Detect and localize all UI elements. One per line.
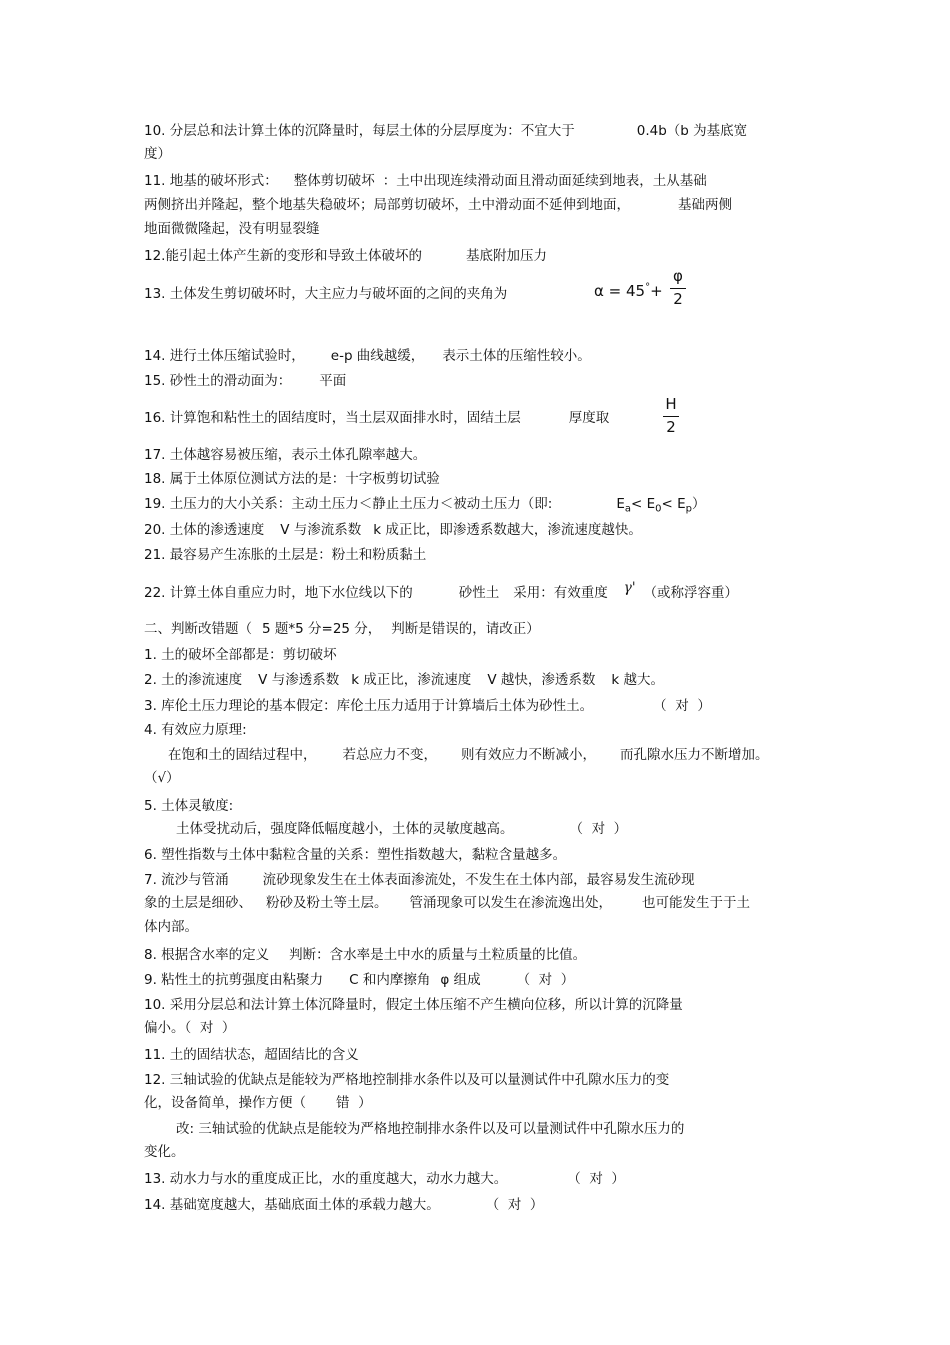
- alpha-symbol: α: [594, 282, 604, 300]
- q22-desc: 采用：有效重度: [513, 585, 608, 601]
- q11-answer: 整体剪切破坏: [293, 173, 375, 189]
- q11-desc-2: 两侧挤出并隆起，整个地基失稳破坏；局部剪切破坏，土中滑动面不延伸到地面，: [144, 197, 630, 213]
- j3-line: [144, 697, 711, 715]
- j12-line2: [144, 1094, 372, 1112]
- q10-line2: [144, 145, 171, 163]
- j14-verdict: （ 对 ）: [485, 1197, 544, 1213]
- q16-text: 16. 计算饱和粘性土的固结度时，当土层双面排水时，固结土层: [144, 410, 521, 426]
- j7-line2: [144, 894, 750, 912]
- j2-text-2: V 与渗透系数: [258, 672, 340, 688]
- j1-line: [144, 646, 337, 664]
- q14-text: 14. 进行土体压缩试验时，: [144, 348, 305, 364]
- j12-correction-2: 变化。: [144, 1144, 185, 1160]
- j9-text: 9. 粘性土的抗剪强度由粘聚力: [144, 972, 324, 988]
- q12-line: [144, 247, 547, 265]
- j4-verdict: （√）: [144, 770, 180, 786]
- fraction-numerator: φ: [673, 267, 683, 285]
- q10-text: 10. 分层总和法计算土体的沉降量时，每层土体的分层厚度为：不宜大于: [144, 123, 575, 139]
- q11-text: 11. 地基的破坏形式：: [144, 173, 278, 189]
- q14-desc: 表示土体的压缩性较小。: [442, 348, 591, 364]
- section-score: 5 题*5 分=25 分，: [262, 621, 382, 637]
- j6-text: 6. 塑性指数与土体中黏粒含量的关系：塑性指数越大，黏粒含量越多。: [144, 847, 567, 863]
- q14-line: [144, 347, 591, 365]
- j3-text: 3. 库伦土压力理论的基本假定：库伦土压力适用于计算墙后土体为砂性土。: [144, 698, 594, 714]
- j4-desc-4: 而孔隙水压力不断增加。: [620, 747, 769, 763]
- j2-text: 2. 土的渗流速度: [144, 672, 243, 688]
- j5-line1: [144, 797, 233, 815]
- j14-line: [144, 1196, 543, 1214]
- j12-correction: 改: 三轴试验的优缺点是能较为严格地控制排水条件以及可以量测试件中孔隙水压力的: [176, 1121, 685, 1137]
- q11-line3: [144, 220, 320, 238]
- j11-line: [144, 1046, 359, 1064]
- j10-text: 10. 采用分层总和法计算土体沉降量时，假定土体压缩不产生横向位移，所以计算的沉降量: [144, 997, 683, 1013]
- j4-desc: 在饱和土的固结过程中，: [168, 747, 317, 763]
- j9-text-3: φ 组成: [440, 972, 481, 988]
- q13-fraction: [670, 268, 686, 308]
- q19-text: 19. 土压力的大小关系：主动土压力＜静止土压力＜被动土压力（即:: [144, 496, 553, 512]
- q11-line2: [144, 196, 732, 214]
- j12-text: 12. 三轴试验的优缺点是能较为严格地控制排水条件以及可以量测试件中孔隙水压力的变: [144, 1072, 670, 1088]
- j4-line1: [144, 721, 247, 739]
- q11-desc-4: 地面微微隆起，没有明显裂缝: [144, 221, 320, 237]
- q16-fraction: [663, 396, 679, 436]
- q15-answer: 平面: [319, 373, 347, 389]
- j12-line1: [144, 1071, 669, 1089]
- j3-verdict: （ 对 ）: [653, 698, 711, 714]
- q20-text-3: k 成正比，即渗透系数越大，渗流速度越快。: [373, 522, 642, 538]
- formula-equals: = 45: [608, 282, 646, 300]
- j14-text: 14. 基础宽度越大，基础底面土体的承载力越大。: [144, 1197, 440, 1213]
- j4-text: 4. 有效应力原理:: [144, 722, 247, 738]
- q22-desc-2: （或称浮容重）: [643, 585, 739, 601]
- j4-line3: [144, 769, 180, 787]
- j11-text: 11. 土的固结状态，超固结比的含义: [144, 1047, 359, 1063]
- j2-text-4: V 越快，渗透系数: [487, 672, 596, 688]
- q13-line: [144, 285, 507, 303]
- q11-line1: [144, 172, 707, 190]
- q21-line: [144, 546, 426, 564]
- q18-text: 18. 属于土体原位测试方法的是：十字板剪切试验: [144, 471, 440, 487]
- j12-verdict: 错 ）: [336, 1095, 372, 1111]
- q20-text-2: V 与渗流系数: [280, 522, 362, 538]
- j7-desc-2: 象的土层是细砂、: [144, 895, 252, 911]
- fraction-bar: [663, 416, 679, 417]
- j4-desc-2: 若总应力不变，: [342, 747, 437, 763]
- q13-formula: [594, 282, 663, 300]
- q15-line: [144, 372, 346, 390]
- fraction-numerator: H: [665, 395, 677, 413]
- j6-line: [144, 846, 566, 864]
- j4-desc-3: 则有效应力不断减小，: [461, 747, 596, 763]
- q20-line: [144, 521, 642, 539]
- fraction-denominator: 2: [673, 290, 683, 308]
- j7-text: 7. 流沙与管涌: [144, 872, 229, 888]
- q13-text: 13. 土体发生剪切破坏时，大主应力与破坏面的之间的夹角为: [144, 286, 508, 302]
- j5-line2: [176, 820, 627, 838]
- j10-line1: [144, 996, 683, 1014]
- q21-text: 21. 最容易产生冻胀的土层是：粉土和粉质黏土: [144, 547, 427, 563]
- q17-line: [144, 446, 426, 464]
- q10-answer: 0.4b（b 为基底宽: [636, 123, 748, 139]
- j7-desc-3: 粉砂及粉土等土层。: [266, 895, 388, 911]
- q11-desc-3: 基础两侧: [678, 197, 732, 213]
- q19-formula: $E_a< E_0< E_p$）: [616, 496, 706, 515]
- section-title: 二、判断改错题（: [144, 621, 252, 637]
- q22-text: 22. 计算土体自重应力时，地下水位线以下的: [144, 585, 413, 601]
- j7-line3: [144, 918, 198, 936]
- j9-line: [144, 971, 574, 989]
- j8-desc: 判断：含水率是土中水的质量与土粒质量的比值。: [289, 947, 587, 963]
- q15-text: 15. 砂性土的滑动面为：: [144, 373, 292, 389]
- j7-desc-5: 也可能发生于于土: [642, 895, 750, 911]
- j2-text-5: k 越大。: [611, 672, 664, 688]
- q12-text: 12.能引起土体产生新的变形和导致土体破坏的: [144, 248, 422, 264]
- section-2-heading: [144, 620, 540, 638]
- j7-desc-6: 体内部。: [144, 919, 198, 935]
- j1-text: 1. 土的破坏全部都是：剪切破坏: [144, 647, 337, 663]
- gamma-symbol: γ': [623, 580, 636, 596]
- q11-desc: ：土中出现连续滑动面且滑动面延续到地表，土从基础: [382, 173, 707, 189]
- j12-line3: [176, 1120, 684, 1138]
- j10-verdict: 偏小。（ 对 ）: [144, 1020, 236, 1036]
- q14-answer: e-p 曲线越缓，: [330, 348, 425, 364]
- q18-line: [144, 470, 440, 488]
- j12-line4: [144, 1143, 185, 1161]
- q20-text: 20. 土体的渗透速度: [144, 522, 265, 538]
- j13-text: 13. 动水力与水的重度成正比，水的重度越大，动水力越大。: [144, 1171, 508, 1187]
- formula-plus: +: [650, 282, 663, 300]
- fraction-denominator: 2: [666, 418, 676, 436]
- section-instruction: 判断是错误的，请改正）: [391, 621, 540, 637]
- degree-symbol: °: [645, 282, 651, 293]
- q16-answer: 厚度取: [568, 410, 610, 426]
- j7-desc: 流砂现象发生在土体表面渗流处，不发生在土体内部，最容易发生流砂现: [262, 872, 695, 888]
- q22-answer: 砂性土: [458, 585, 500, 601]
- fraction-bar: [670, 288, 686, 289]
- q19-line: [144, 495, 706, 519]
- j13-verdict: （ 对 ）: [567, 1171, 625, 1187]
- q12-answer: 基底附加压力: [465, 248, 547, 264]
- q16-line: [144, 409, 609, 427]
- q10-line1: [144, 122, 747, 140]
- j5-text: 5. 土体灵敏度:: [144, 798, 234, 814]
- j7-line1: [144, 871, 695, 889]
- q10-text-cont: 度）: [144, 146, 171, 162]
- j12-text-2: 化，设备简单，操作方便（: [144, 1095, 306, 1111]
- j13-line: [144, 1170, 625, 1188]
- j7-desc-4: 管涌现象可以发生在渗流逸出处，: [409, 895, 612, 911]
- q17-text: 17. 土体越容易被压缩，表示土体孔隙率越大。: [144, 447, 427, 463]
- q22-line: [144, 580, 739, 602]
- j8-line: [144, 946, 586, 964]
- j2-text-3: k 成正比，渗流速度: [351, 672, 472, 688]
- j9-text-2: C 和内摩擦角: [349, 972, 431, 988]
- j9-verdict: （ 对 ）: [516, 972, 575, 988]
- j5-verdict: （ 对 ）: [569, 821, 628, 837]
- j10-line2: [144, 1019, 235, 1037]
- j5-desc: 土体受扰动后，强度降低幅度越小，土体的灵敏度越高。: [176, 821, 514, 837]
- j2-line: [144, 671, 664, 689]
- j4-line2: [168, 746, 769, 764]
- j8-text: 8. 根据含水率的定义: [144, 947, 270, 963]
